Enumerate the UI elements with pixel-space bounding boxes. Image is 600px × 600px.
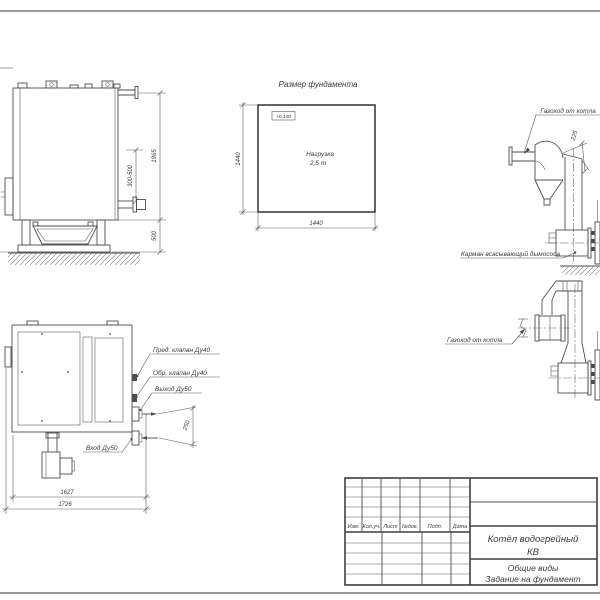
dim-nozzle-range [126, 148, 143, 204]
upper-outlet-pipe [118, 87, 138, 99]
title-block-grid [345, 478, 597, 585]
duct-label: Газоход от котла [540, 108, 596, 115]
dim-nozzle-range-text: 300-500 [128, 164, 134, 188]
cyclone-elbow [535, 141, 563, 205]
foundation-outline [258, 105, 375, 212]
dim-225 [563, 129, 589, 173]
check-valve-label: Обр. клапан Ду40 [153, 370, 207, 377]
sheet-top-edge [0, 10, 600, 12]
load-note [306, 151, 334, 167]
support-frame [18, 220, 110, 252]
boiler-body-top [5, 321, 132, 432]
boiler-duct-spool [518, 315, 570, 341]
boiler-top-view [0, 310, 230, 520]
foundation-plan-view [230, 65, 390, 240]
downcomer-duct [563, 148, 582, 262]
pocket-label: Карман всасывающий дымососа [461, 251, 561, 258]
product-name-line2: КВ [527, 547, 539, 558]
dim-250-text: 250 [182, 419, 192, 432]
safety-valve-label: Пред. клапан Ду40 [153, 347, 211, 354]
flue-upper-view [440, 90, 600, 280]
header-podp: Подп. [427, 524, 443, 530]
header-koluch: Кол.уч. [362, 524, 381, 530]
title-block-headers [348, 524, 468, 530]
inlet-label: Вход Ду50 [86, 445, 118, 452]
foundation-title: Размер фундамента [278, 80, 358, 89]
dim-1726-text: 1726 [58, 502, 72, 508]
ground-hatch [8, 253, 140, 265]
top-fittings [18, 81, 120, 88]
title-block-product [488, 534, 579, 558]
product-name-line1: Котёл водогрейный [487, 534, 579, 545]
elevation-mark [272, 112, 295, 121]
doc-type-line1: Общие виды [507, 563, 559, 573]
dim-250 [157, 405, 197, 448]
left-side-box [1, 178, 13, 215]
dim-depth-1440 [236, 102, 258, 215]
doc-type-line2: Задание на фундамент [485, 574, 581, 584]
lower-nozzle-pipe [118, 197, 146, 212]
dim-1627 [9, 414, 150, 502]
load-line2: 2,5 т [309, 160, 327, 167]
header-list: Лист [383, 524, 398, 530]
duct-label-callout [445, 329, 525, 344]
pocket-label-callout [460, 250, 576, 258]
dim-width-text: 1440 [309, 221, 323, 227]
outlet-label: Выход Ду50 [155, 386, 192, 393]
elevation-mark-text: +0,100 [276, 115, 291, 120]
dim-225-text: 225 [570, 130, 580, 142]
duct-label: Газоход от котла [447, 337, 503, 344]
dim-base-text: 500 [152, 230, 158, 242]
title-block [340, 470, 600, 595]
stray-extension-lines [0, 68, 18, 252]
header-data: Дата [452, 524, 468, 530]
pump-assembly [42, 432, 75, 478]
dim-depth-text: 1440 [236, 152, 242, 166]
title-block-doc-type [485, 563, 580, 584]
dim-1627-text: 1627 [60, 490, 74, 496]
dim-width-1440 [255, 212, 378, 231]
load-line1: Нагрузка [306, 151, 334, 158]
boiler-side-view [0, 60, 170, 275]
dim-height-text: 1965 [152, 149, 158, 163]
ground-hatch [560, 266, 600, 275]
valve-callouts [83, 346, 220, 452]
dim-1726 [2, 368, 150, 514]
header-izm: Изм. [347, 524, 360, 530]
boiler-body [13, 88, 118, 220]
dim-height-1965 [118, 91, 166, 223]
header-ndok: №док. [401, 524, 419, 530]
inlet-duct [509, 147, 535, 165]
dim-base-500 [112, 220, 166, 255]
taper-and-pocket [548, 331, 600, 400]
flue-lower-view [440, 276, 600, 416]
top-elbow-run [542, 281, 582, 398]
